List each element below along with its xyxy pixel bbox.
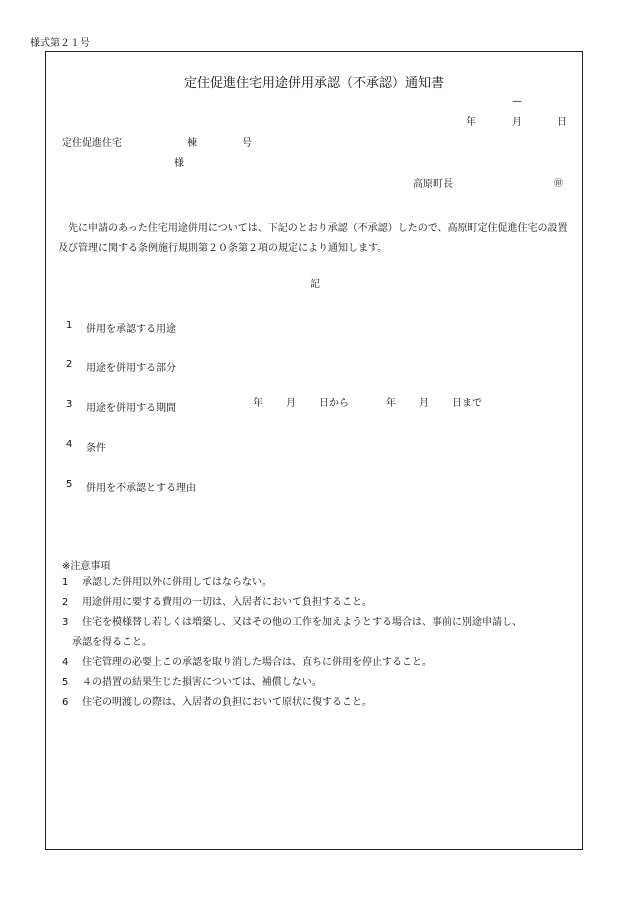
- note-number-3: 3: [62, 617, 69, 628]
- seal-mark: ㊞: [554, 179, 564, 189]
- date-year-label: 年: [466, 117, 476, 128]
- item-number-3: 3: [66, 399, 73, 410]
- document-title: 定住促進住宅用途併用承認（不承認）通知書: [183, 76, 444, 91]
- note-number-2: 2: [62, 597, 69, 608]
- note-text-4: 住宅管理の必要上この承認を取り消した場合は、直ちに併用を停止すること。: [82, 657, 432, 668]
- note-text-3: 住宅を模様替し若しくは増築し、又はその他の工作を加えようとする場合は、事前に別途申請し、: [82, 617, 522, 628]
- recipient-number-label: 号: [242, 138, 252, 149]
- item-number-2: 2: [66, 359, 73, 370]
- item-label-1: 併用を承認する用途: [86, 324, 176, 335]
- recipient-honorific: 様: [174, 158, 184, 169]
- item-number-5: 5: [66, 479, 73, 490]
- recipient-building-label: 棟: [187, 138, 197, 149]
- notice-body: 先に申請のあった住宅用途併用については、下記のとおり承認（不承認）したので、高原町定住促進住宅の設置及び管理に関する条例施行規則第２０条第２項の規定により通知します。: [58, 223, 568, 254]
- item-label-5: 併用を不承認とする理由: [86, 483, 196, 494]
- note-text-2: 用途併用に要する費用の一切は、入居者において負担すること。: [82, 597, 372, 608]
- note-number-5: 5: [62, 677, 69, 688]
- item-label-2: 用途を併用する部分: [86, 363, 176, 374]
- recipient-housing: 定住促進住宅: [62, 138, 122, 149]
- note-number-6: 6: [62, 697, 69, 708]
- form-number: 様式第２１号: [30, 38, 90, 49]
- date-month-label: 月: [512, 117, 522, 128]
- period-from-year: 年: [253, 398, 263, 409]
- period-from-month: 月: [286, 398, 296, 409]
- item-label-3: 用途を併用する期間: [86, 403, 176, 414]
- ki-heading: 記: [310, 279, 320, 290]
- period-to-month: 月: [419, 398, 429, 409]
- date-day-label: 日: [557, 117, 567, 128]
- note-number-4: 4: [62, 657, 69, 668]
- period-to-day: 日まで: [452, 398, 482, 409]
- item-number-1: 1: [66, 320, 73, 331]
- note-text-6: 住宅の明渡しの際は、入居者の負担において原状に復すること。: [82, 697, 372, 708]
- note-text-1: 承認した併用以外に併用してはならない。: [82, 577, 272, 588]
- document-frame: [45, 51, 583, 850]
- date-dash: —: [512, 96, 522, 107]
- item-label-4: 条件: [86, 443, 106, 454]
- period-from-day: 日から: [319, 398, 349, 409]
- note-text-3-cont: 承認を得ること。: [72, 637, 152, 648]
- note-text-5: ４の措置の結果生じた損害については、補償しない。: [82, 677, 322, 688]
- note-number-1: 1: [62, 577, 69, 588]
- period-to-year: 年: [386, 398, 396, 409]
- sender-name: 高原町長: [413, 179, 453, 190]
- item-number-4: 4: [66, 439, 73, 450]
- notes-heading: ※注意事項: [62, 561, 111, 572]
